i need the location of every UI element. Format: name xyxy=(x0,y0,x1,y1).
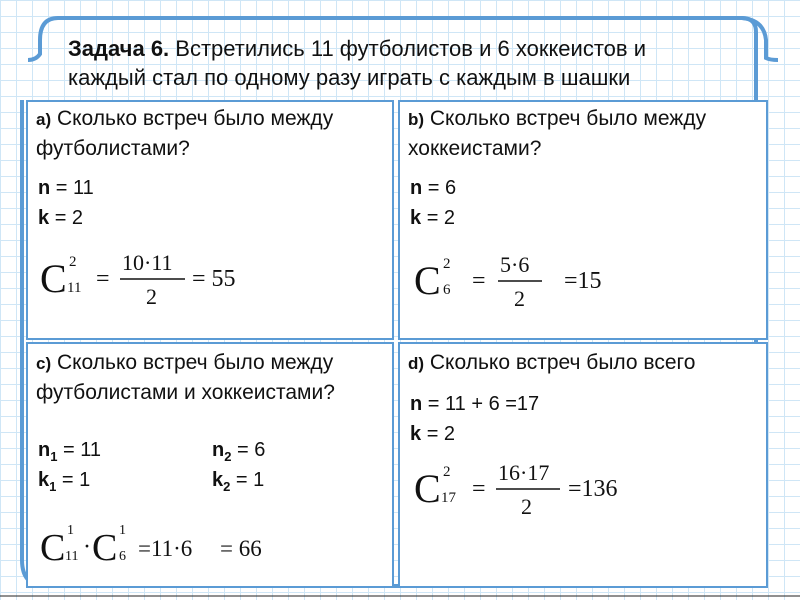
question-c xyxy=(36,348,386,407)
formula-c-result: = 66 xyxy=(220,536,262,561)
var-c-n2-value: = 6 xyxy=(237,439,266,461)
var-c-k1-label: k xyxy=(38,469,50,491)
formula-a-numerator: 10·11 xyxy=(122,250,173,275)
formula-d-numerator: 16·17 xyxy=(498,460,550,485)
task-label: Задача xyxy=(68,36,145,61)
var-c-n2-label: n xyxy=(212,439,225,461)
var-c-n1-label: n xyxy=(38,439,51,461)
task-title xyxy=(68,34,728,92)
var-a-n xyxy=(38,174,94,202)
var-c-n1-value: = 11 xyxy=(63,439,102,461)
question-b-letter: b) xyxy=(408,110,425,129)
var-b-n xyxy=(410,174,456,202)
formula-d xyxy=(414,452,664,522)
formula-b-result: =15 xyxy=(564,268,602,294)
box-c xyxy=(26,342,394,588)
var-c-k2-sub: 2 xyxy=(223,479,231,494)
var-c-k2-label: k xyxy=(212,469,224,491)
question-c-letter: c) xyxy=(36,354,52,373)
var-b-n-value: = 6 xyxy=(427,177,457,199)
question-a xyxy=(36,104,386,163)
formula-a xyxy=(40,242,280,312)
formula-a-c: C xyxy=(40,256,67,301)
question-d-text: Сколько встреч было всего xyxy=(429,351,696,374)
var-d-n xyxy=(410,390,539,418)
formula-a-sub: 11 xyxy=(67,280,82,296)
formula-b-sub: 6 xyxy=(443,282,451,298)
var-a-k xyxy=(38,204,83,232)
var-c-k2-value: = 1 xyxy=(235,469,265,491)
box-b xyxy=(398,100,768,340)
var-c-n2-sub: 2 xyxy=(224,449,232,464)
var-b-n-label: n xyxy=(410,177,423,199)
question-c-text: Сколько встреч было между футболистами и хоккеистами? xyxy=(36,351,335,404)
formula-a-sup: 2 xyxy=(69,254,77,270)
formula-b-sup: 2 xyxy=(443,256,451,272)
var-c-n1-sub: 1 xyxy=(50,449,58,464)
question-b xyxy=(408,104,763,163)
formula-c-dot: · xyxy=(83,534,91,560)
formula-c xyxy=(40,516,340,572)
var-a-n-value: = 11 xyxy=(55,177,94,199)
question-a-letter: a) xyxy=(36,110,52,129)
question-d xyxy=(408,348,763,378)
formula-c-sup2: 1 xyxy=(119,523,126,538)
formula-d-eq: = xyxy=(472,476,486,502)
var-d-n-label: n xyxy=(410,393,423,415)
var-d-n-value: = 11 + 6 =17 xyxy=(427,393,540,415)
formula-c-c2: C xyxy=(92,527,118,569)
formula-d-result: =136 xyxy=(568,476,618,502)
formula-c-middle: =11·6 xyxy=(138,536,193,561)
var-c-k1 xyxy=(38,466,90,501)
var-c-k1-value: = 1 xyxy=(61,469,91,491)
formula-b xyxy=(414,244,644,314)
var-a-n-label: n xyxy=(38,177,51,199)
formula-d-sub: 17 xyxy=(441,490,456,506)
formula-c-sup1: 1 xyxy=(67,523,74,538)
question-d-letter: d) xyxy=(408,354,425,373)
formula-c-sub1: 11 xyxy=(65,549,79,564)
var-a-k-value: = 2 xyxy=(54,207,84,229)
box-d xyxy=(398,342,768,588)
formula-b-denominator: 2 xyxy=(514,286,525,311)
var-d-k xyxy=(410,420,455,448)
formula-c-sub2: 6 xyxy=(119,549,126,564)
formula-c-c1: C xyxy=(40,527,66,569)
var-c-k2 xyxy=(212,466,264,501)
var-c-k1-sub: 1 xyxy=(49,479,57,494)
task-number: 6. xyxy=(150,36,170,61)
formula-d-sup: 2 xyxy=(443,464,451,480)
var-b-k-label: k xyxy=(410,207,422,229)
task-text: Встретились 11 футболистов и 6 хоккеистов и каждый стал по одному разу играть с каждым в шашки xyxy=(68,36,646,90)
formula-d-denominator: 2 xyxy=(521,494,532,519)
question-b-text: Сколько встреч было между хоккеистами? xyxy=(408,107,707,160)
box-a xyxy=(26,100,394,340)
var-d-k-label: k xyxy=(410,423,422,445)
formula-a-eq: = xyxy=(96,266,110,292)
formula-a-result: = 55 xyxy=(192,266,236,292)
formula-b-eq: = xyxy=(472,268,486,294)
var-b-k-value: = 2 xyxy=(426,207,456,229)
var-d-k-value: = 2 xyxy=(426,423,456,445)
formula-d-c: C xyxy=(414,466,441,511)
formula-b-c: C xyxy=(414,258,441,303)
question-a-text: Сколько встреч было между футболистами? xyxy=(36,107,334,160)
var-b-k xyxy=(410,204,455,232)
var-a-k-label: k xyxy=(38,207,50,229)
formula-a-denominator: 2 xyxy=(146,284,157,309)
formula-b-numerator: 5·6 xyxy=(500,252,530,277)
